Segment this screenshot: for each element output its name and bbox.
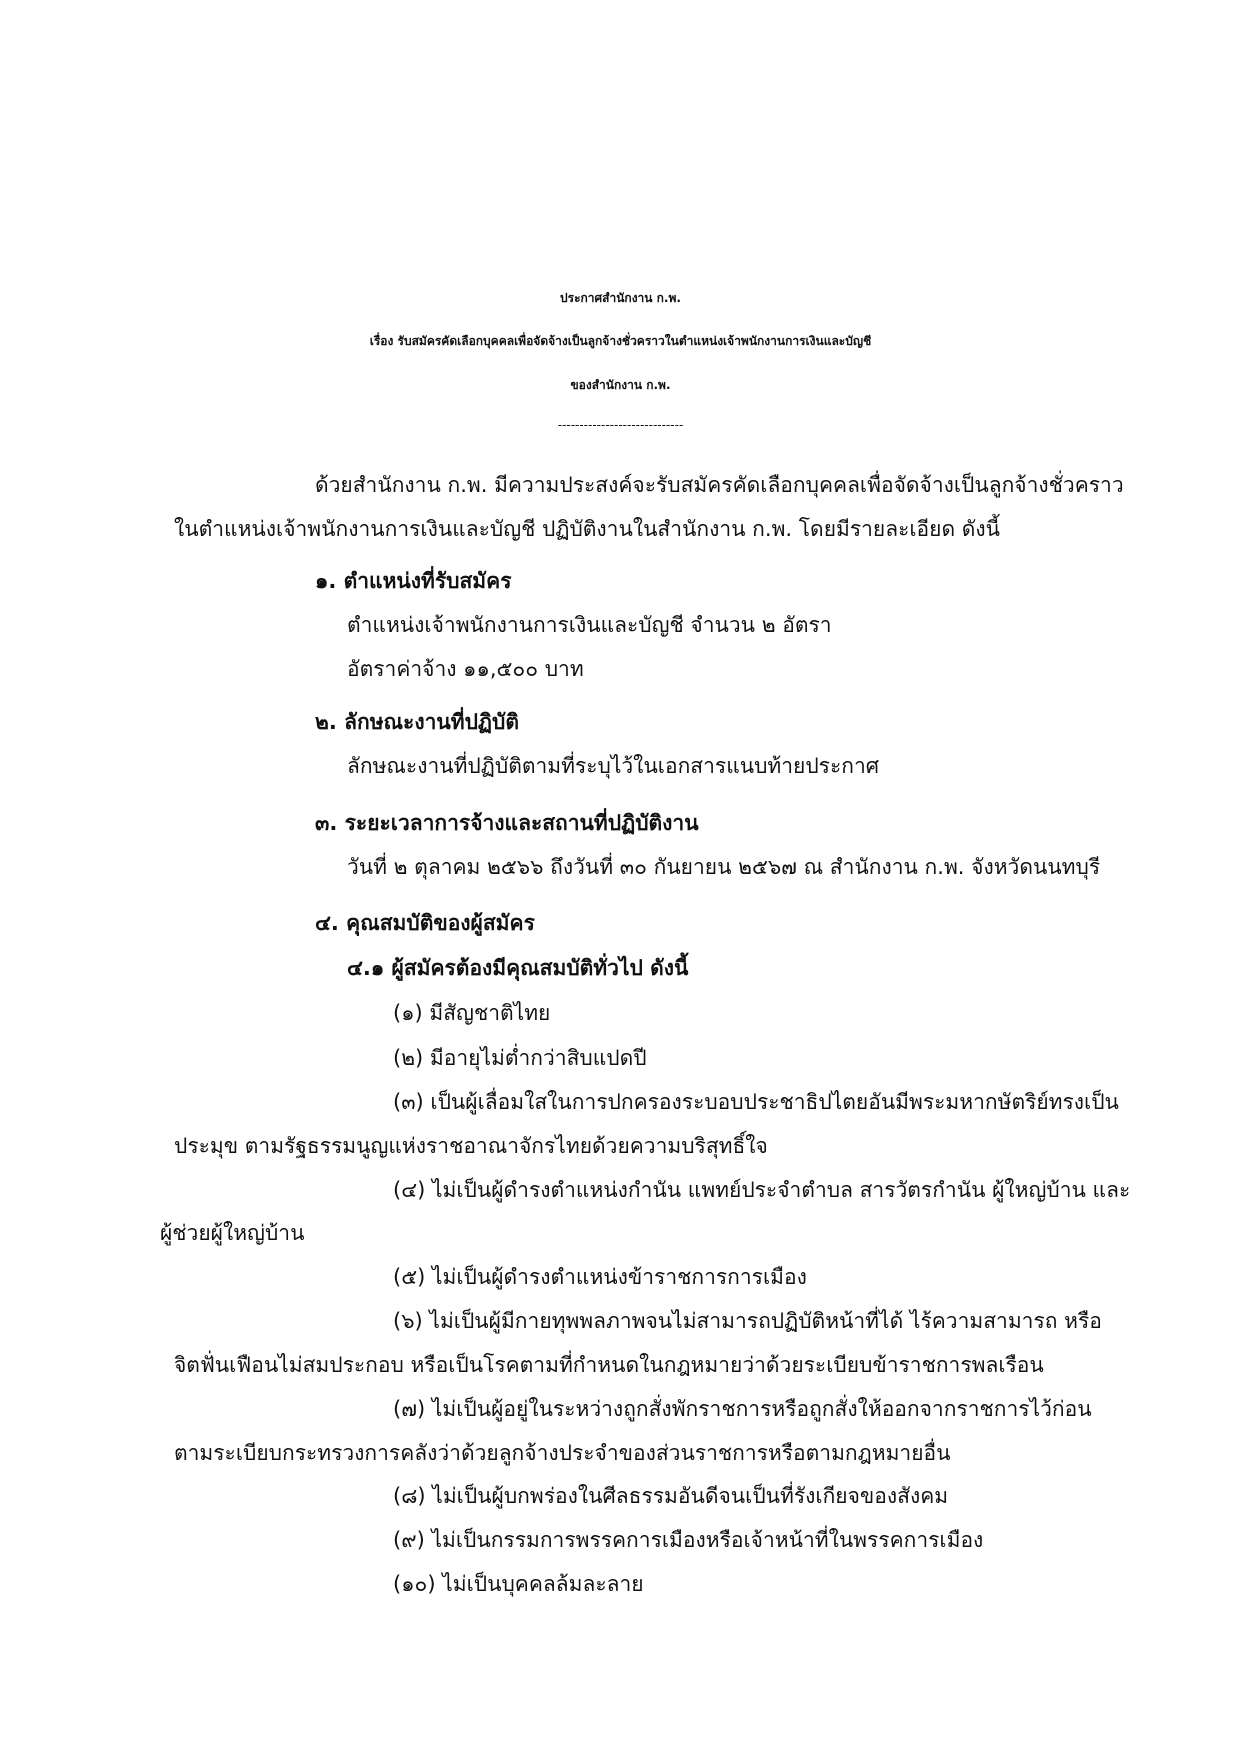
qualification-item-3-line-2: ประมุข ตามรัฐธรรมนูญแห่งราชอาณาจักรไทยด้วยความบริสุทธิ์ใจ xyxy=(174,1134,768,1158)
page-title: ประกาศสำนักงาน ก.พ. xyxy=(560,291,681,305)
header-divider: ----------------------------- xyxy=(557,418,684,432)
section-4-heading: ๔. คุณสมบัติของผู้สมัคร xyxy=(315,911,535,935)
section-3-line-1: วันที่ ๒ ตุลาคม ๒๕๖๖ ถึงวันที่ ๓๐ กันยายน ๒๕๖๗ ณ สำนักงาน ก.พ. จังหวัดนนทบุรี xyxy=(347,855,1101,879)
qualification-item-1: (๑) มีสัญชาติไทย xyxy=(393,1001,551,1025)
qualification-item-4-line-2: ผู้ช่วยผู้ใหญ่บ้าน xyxy=(160,1221,305,1245)
qualification-item-7-line-1: (๗) ไม่เป็นผู้อยู่ในระหว่างถูกสั่งพักราชการหรือถูกสั่งให้ออกจากราชการไว้ก่อน xyxy=(393,1397,1092,1421)
qualification-item-2: (๒) มีอายุไม่ต่ำกว่าสิบแปดปี xyxy=(393,1046,647,1070)
section-1-line-1: ตำแหน่งเจ้าพนักงานการเงินและบัญชี จำนวน ๒ อัตรา xyxy=(347,613,832,637)
intro-line-1: ด้วยสำนักงาน ก.พ. มีความประสงค์จะรับสมัครคัดเลือกบุคคลเพื่อจัดจ้างเป็นลูกจ้างชั่วคราว xyxy=(315,473,1124,497)
intro-line-2: ในตำแหน่งเจ้าพนักงานการเงินและบัญชี ปฏิบัติงานในสำนักงาน ก.พ. โดยมีรายละเอียด ดังนี้ xyxy=(174,517,1001,541)
subject-line-2: ของสำนักงาน ก.พ. xyxy=(570,378,671,392)
section-2-line-1: ลักษณะงานที่ปฏิบัติตามที่ระบุไว้ในเอกสารแนบท้ายประกาศ xyxy=(347,754,880,778)
section-4-1-heading: ๔.๑ ผู้สมัครต้องมีคุณสมบัติทั่วไป ดังนี้ xyxy=(347,956,689,980)
qualification-item-9: (๙) ไม่เป็นกรรมการพรรคการเมืองหรือเจ้าหน้าที่ในพรรคการเมือง xyxy=(393,1528,984,1552)
section-3-heading: ๓. ระยะเวลาการจ้างและสถานที่ปฏิบัติงาน xyxy=(315,811,699,835)
qualification-item-10: (๑๐) ไม่เป็นบุคคลล้มละลาย xyxy=(393,1572,644,1596)
qualification-item-7-line-2: ตามระเบียบกระทรวงการคลังว่าด้วยลูกจ้างประจำของส่วนราชการหรือตามกฎหมายอื่น xyxy=(174,1441,951,1465)
section-2-heading: ๒. ลักษณะงานที่ปฏิบัติ xyxy=(315,710,519,734)
section-1-heading: ๑. ตำแหน่งที่รับสมัคร xyxy=(315,569,512,593)
qualification-item-8: (๘) ไม่เป็นผู้บกพร่องในศีลธรรมอันดีจนเป็นที่รังเกียจของสังคม xyxy=(393,1484,949,1508)
subject-line-1: เรื่อง รับสมัครคัดเลือกบุคคลเพื่อจัดจ้างเป็นลูกจ้างชั่วคราวในตำแหน่งเจ้าพนักงานการเงินและบัญชี xyxy=(369,334,872,348)
qualification-item-5: (๕) ไม่เป็นผู้ดำรงตำแหน่งข้าราชการการเมือง xyxy=(393,1265,807,1289)
section-1-line-2: อัตราค่าจ้าง ๑๑,๕๐๐ บาท xyxy=(347,657,584,681)
qualification-item-6-line-2: จิตฟั่นเฟือนไม่สมประกอบ หรือเป็นโรคตามที่กำหนดในกฎหมายว่าด้วยระเบียบข้าราชการพลเรือน xyxy=(174,1353,1044,1377)
qualification-item-3-line-1: (๓) เป็นผู้เลื่อมใสในการปกครองระบอบประชาธิปไตยอันมีพระมหากษัตริย์ทรงเป็น xyxy=(393,1090,1119,1114)
qualification-item-4-line-1: (๔) ไม่เป็นผู้ดำรงตำแหน่งกำนัน แพทย์ประจำตำบล สารวัตรกำนัน ผู้ใหญ่บ้าน และ xyxy=(393,1178,1131,1202)
qualification-item-6-line-1: (๖) ไม่เป็นผู้มีกายทุพพลภาพจนไม่สามารถปฏิบัติหน้าที่ได้ ไร้ความสามารถ หรือ xyxy=(393,1309,1102,1333)
